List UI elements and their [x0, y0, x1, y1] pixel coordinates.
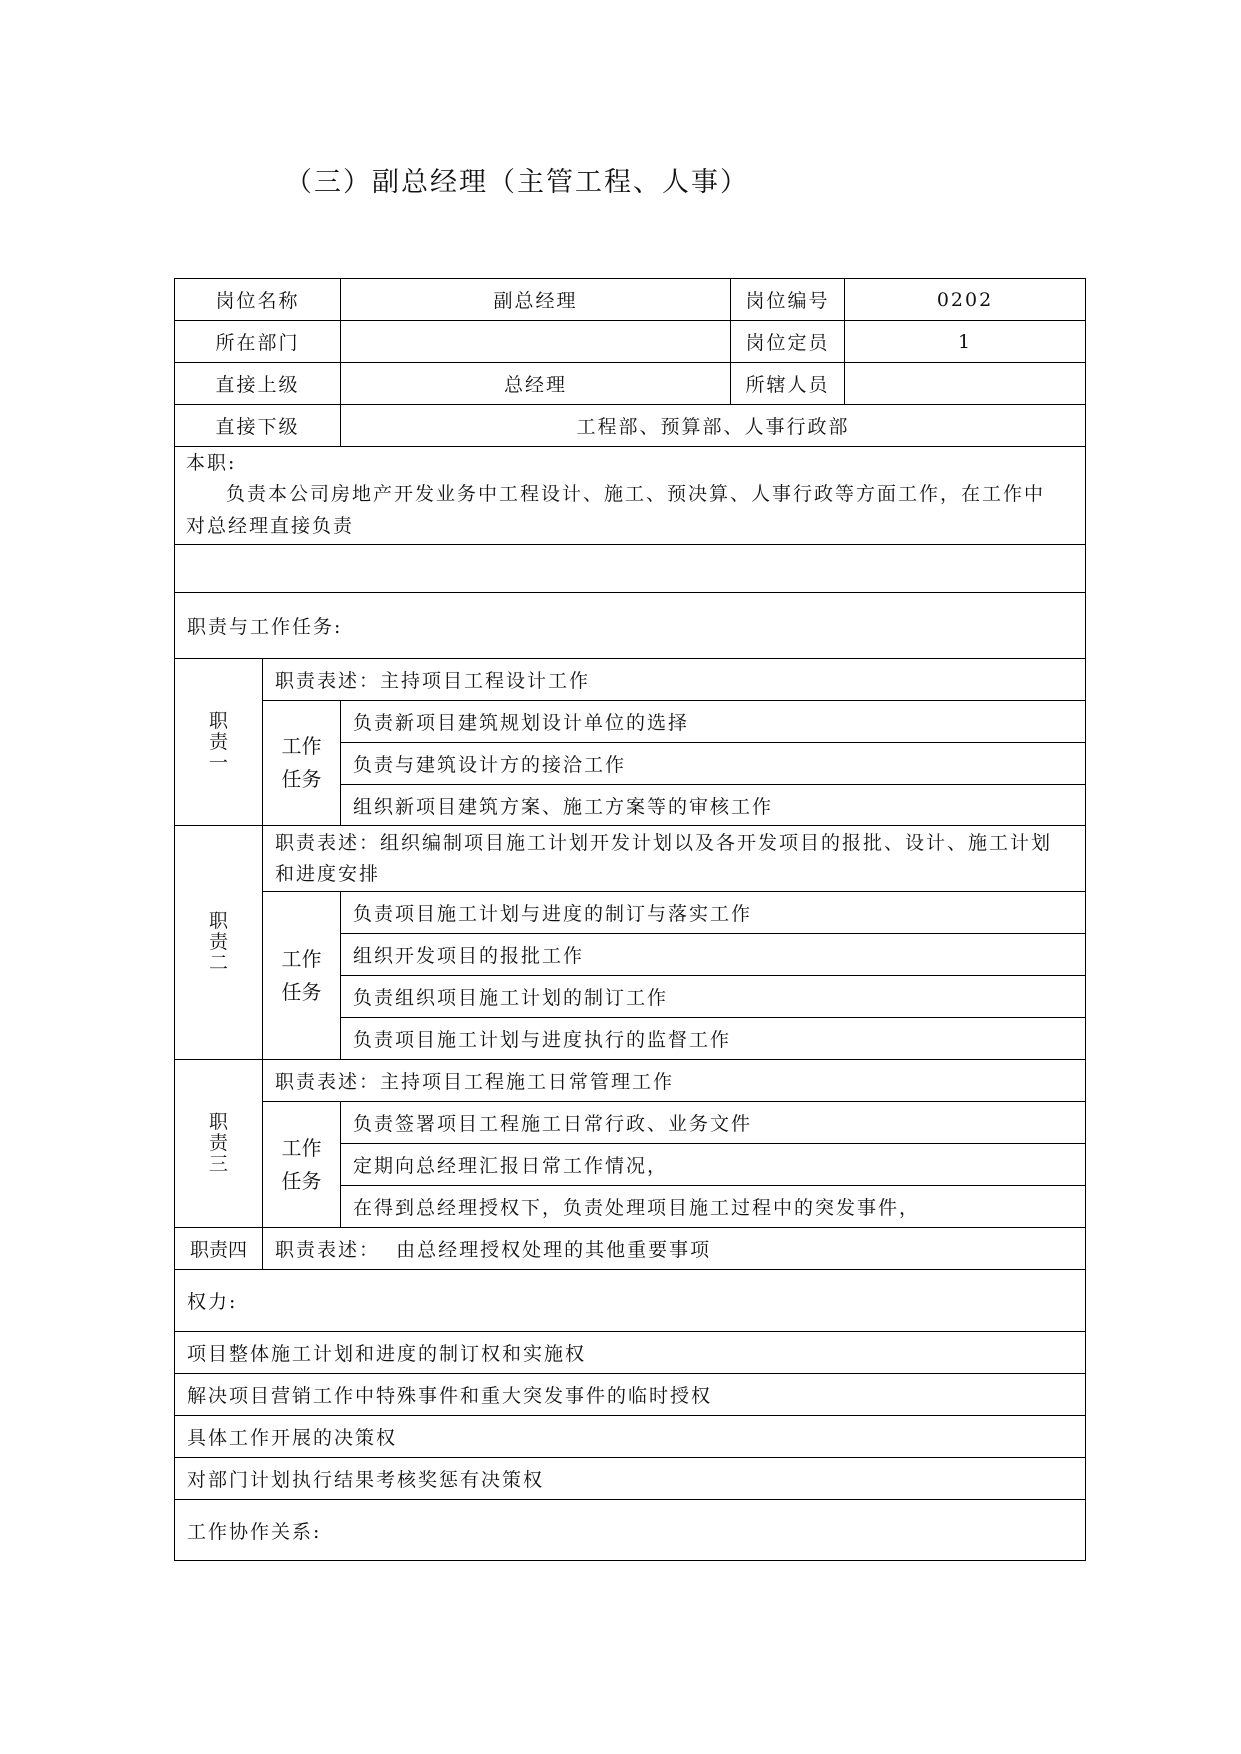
duty-3-task-label: 工作 任务: [281, 1135, 322, 1193]
headcount-value: 1: [957, 330, 973, 353]
subordinate-label: 直接下级: [215, 416, 300, 438]
superior-label: 直接上级: [215, 374, 300, 396]
main-duty-block: [186, 449, 1081, 544]
main-duty-line-1: 负责本公司房地产开发业务中工程设计、施工、预决算、人事行政等方面工作，在工作中: [226, 483, 1046, 505]
staff-value: [845, 363, 1085, 404]
duty-2-task-label: 工作 任务: [281, 946, 322, 1004]
responsibilities-label: 职责与工作任务:: [187, 616, 343, 638]
authority-item-4: 对部门计划执行结果考核奖惩有决策权: [187, 1469, 545, 1491]
duty-1-task-1: 负责新项目建筑规划设计单位的选择: [353, 712, 690, 734]
document-title: （三）副总经理（主管工程、人事）: [285, 167, 749, 198]
duty-3-name: 职 责 三: [208, 1111, 228, 1175]
duty-2-task-1: 负责项目施工计划与进度的制订与落实工作: [353, 903, 753, 925]
department-label: 所在部门: [215, 332, 300, 354]
duty-1-task-2: 负责与建筑设计方的接洽工作: [353, 754, 627, 776]
headcount-label: 岗位定员: [745, 332, 830, 354]
main-duty-label: 本职:: [186, 452, 237, 474]
authority-item-3: 具体工作开展的决策权: [187, 1427, 398, 1449]
duty-3-task-3: 在得到总经理授权下，负责处理项目施工过程中的突发事件，: [353, 1197, 921, 1219]
duty-1-name: 职 责 一: [208, 709, 228, 774]
cooperation-label: 工作协作关系:: [187, 1520, 322, 1543]
duty-2-task-4: 负责项目施工计划与进度执行的监督工作: [353, 1029, 732, 1051]
main-duty-line-2: 对总经理直接负责: [186, 515, 355, 537]
department-value: [341, 321, 730, 362]
authority-item-1: 项目整体施工计划和进度的制订权和实施权: [187, 1343, 587, 1365]
subordinate-value: 工程部、预算部、人事行政部: [576, 416, 850, 438]
duty-1-task-label: 工作 任务: [281, 734, 322, 791]
authority-item-2: 解决项目营销工作中特殊事件和重大突发事件的临时授权: [187, 1385, 713, 1407]
duty-1-statement: 职责表述：主持项目工程设计工作: [275, 670, 591, 692]
duty-2-task-2: 组织开发项目的报批工作: [353, 945, 585, 967]
duty-3-statement: 职责表述：主持项目工程施工日常管理工作: [275, 1071, 675, 1093]
position-name-value: 副总经理: [493, 290, 578, 312]
position-name-label: 岗位名称: [215, 290, 300, 312]
position-code-value: 0202: [936, 288, 994, 311]
duty-2-name: 职 责 二: [208, 910, 228, 974]
position-code-label: 岗位编号: [745, 290, 830, 312]
duty-3-task-1: 负责签署项目工程施工日常行政、业务文件: [353, 1113, 753, 1135]
duty-2-statement: 职责表述：组织编制项目施工计划开发计划以及各开发项目的报批、设计、施工计划 和进度安排: [275, 832, 1053, 885]
staff-label: 所辖人员: [745, 374, 830, 396]
duty-3-task-2: 定期向总经理汇报日常工作情况，: [353, 1155, 669, 1177]
duty-1-task-3: 组织新项目建筑方案、施工方案等的审核工作: [353, 795, 774, 818]
duty-4-name: 职责四: [189, 1239, 247, 1261]
superior-value: 总经理: [503, 374, 567, 396]
duty-2-task-3: 负责组织项目施工计划的制订工作: [353, 987, 669, 1009]
authority-label: 权力:: [187, 1291, 238, 1313]
duty-4-statement: 职责表述： 由总经理授权处理的其他重要事项: [275, 1239, 712, 1261]
